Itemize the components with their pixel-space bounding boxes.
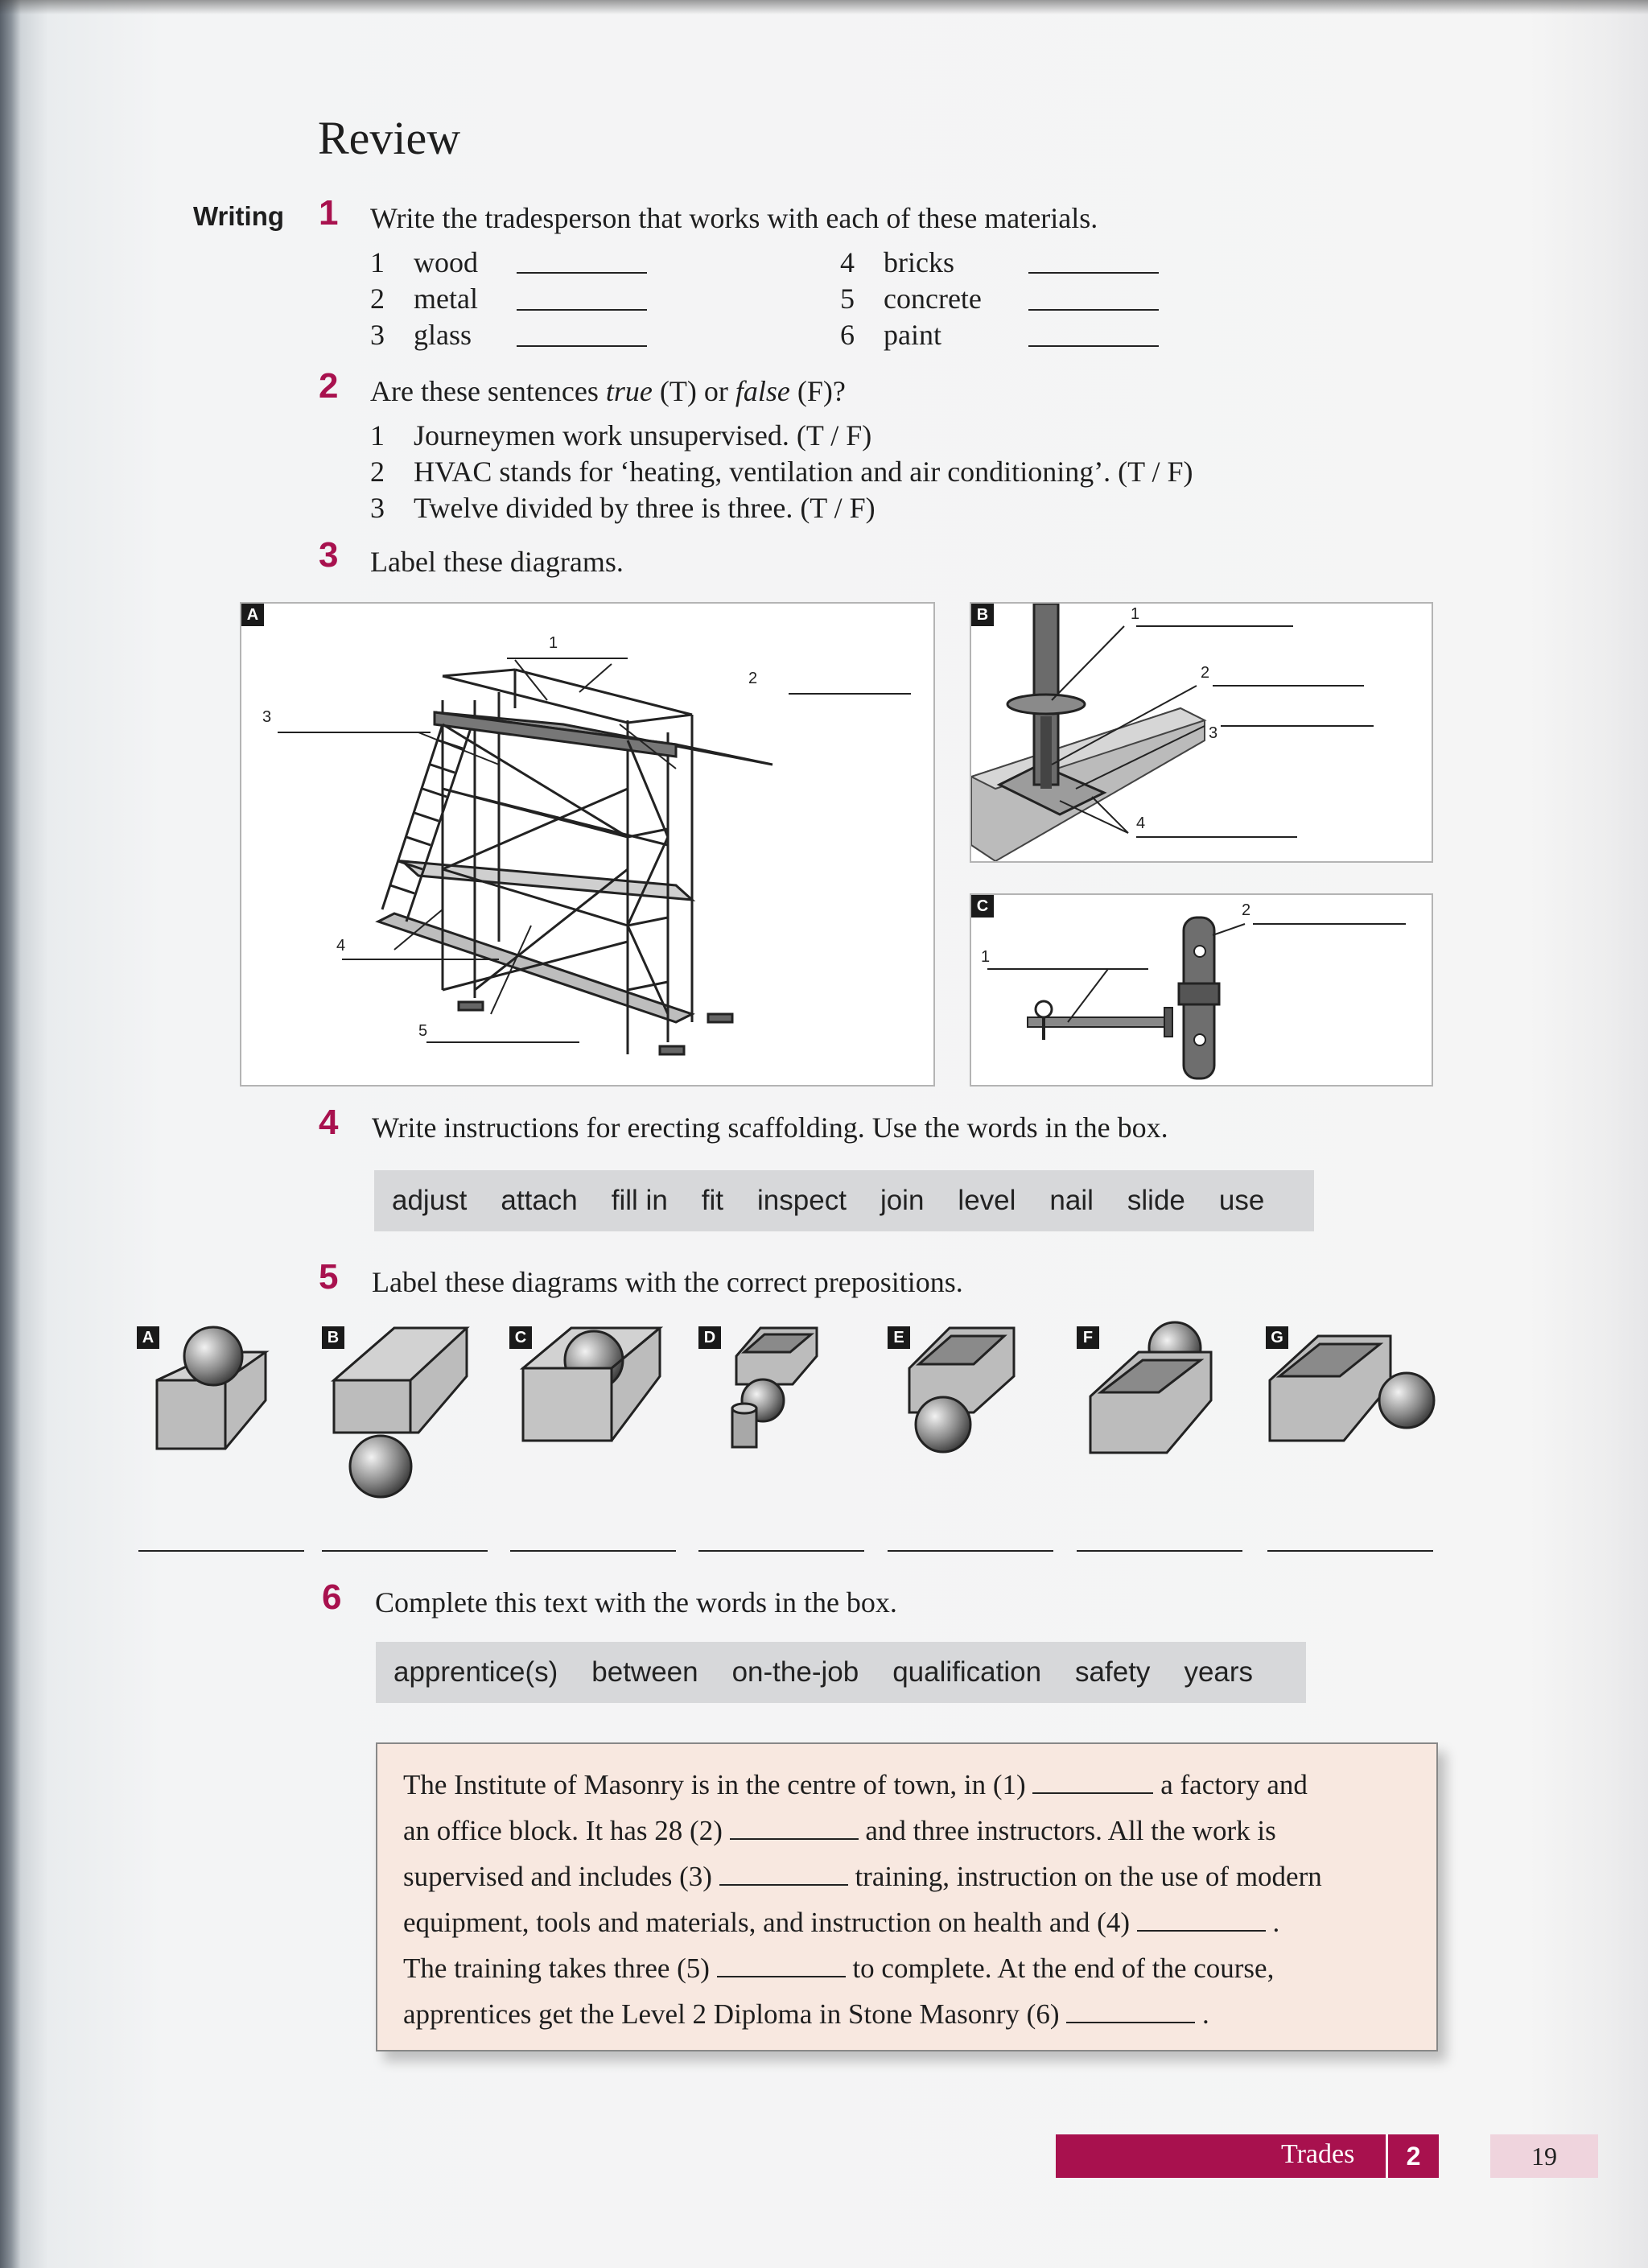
ex6-number: 6 [322,1577,342,1617]
diagram-label: 5 [418,1022,428,1040]
instruction-true: true [605,375,653,407]
ex4-instruction: Write instructions for erecting scaffolding. Use the words in the box. [372,1111,1168,1144]
diagram-tag: B [322,1326,344,1349]
ex3-instruction: Label these diagrams. [370,546,624,578]
instruction-part: Are these sentences [370,375,606,407]
gap-fill-text [376,1742,1438,2052]
item-number: 1 [370,419,385,452]
word-box-item: qualification [892,1656,1042,1688]
ex1-number: 1 [319,193,339,233]
answer-blank[interactable] [719,1884,848,1886]
item-number: 2 [370,282,385,315]
text-line [403,1899,1412,1945]
answer-blank[interactable] [888,1550,1053,1552]
diagram-label: 1 [981,948,991,966]
answer-blank[interactable] [1032,1792,1153,1794]
text-part: apprentices get the Level 2 Diploma in Stone Masonry (6) [403,1998,1067,2030]
item-text: Twelve divided by three is three. (T / F) [414,492,876,524]
diagram-label: 2 [748,670,758,687]
footer-unit-title: Trades [1281,2139,1355,2169]
footer-unit-number: 2 [1386,2134,1439,2178]
ex2-number: 2 [319,366,339,406]
item-text: HVAC stands for ‘heating, ventilation and air conditioning’. (T / F) [414,456,1193,488]
answer-blank[interactable] [517,309,647,311]
answer-blank[interactable] [1028,272,1159,274]
item-text: bricks [884,246,954,278]
base-jack-illustration [971,604,1432,861]
item-number: 4 [840,246,855,278]
answer-blank[interactable] [1028,309,1159,311]
answer-blank[interactable] [717,1976,846,1977]
item-number: 6 [840,319,855,351]
word-box-item: safety [1075,1656,1151,1688]
ex6-instruction: Complete this text with the words in the box. [375,1586,897,1619]
answer-blank[interactable] [138,1550,304,1552]
text-part: equipment, tools and materials, and instruction on health and (4) [403,1907,1137,1938]
instruction-part: (T) or [652,375,735,407]
text-line [403,1808,1412,1854]
answer-blank[interactable] [517,272,647,274]
ex6-word-box [376,1642,1306,1703]
diagram-tag: C [509,1326,532,1349]
diagram-panel-a [240,602,935,1087]
ex1-instruction: Write the tradesperson that works with each of these materials. [370,202,1098,234]
text-line [403,1854,1412,1899]
instruction-part: (F)? [789,375,846,407]
section-label: Writing [193,201,285,231]
text-line [403,1991,1412,2037]
word-box-item: use [1218,1185,1265,1216]
ex5-instruction: Label these diagrams with the correct prepositions. [372,1266,963,1298]
diagram-label: 2 [1201,664,1210,682]
item-number: 3 [370,319,385,351]
diagram-label: 1 [549,634,558,652]
text-part: a factory and [1153,1769,1308,1800]
ex1-item [370,318,472,352]
ex2-item [370,455,1193,489]
word-box-item: join [880,1185,925,1216]
word-box-item: years [1184,1656,1254,1688]
word-box-item: inspect [757,1185,847,1216]
page-title: Review [318,112,461,164]
ex3-number: 3 [319,535,339,575]
text-part: supervised and includes (3) [403,1861,719,1892]
ex2-item [370,491,876,525]
item-text: paint [884,319,941,351]
diagram-label: 3 [1209,724,1218,742]
text-line [403,1762,1412,1808]
word-box-item: nail [1049,1185,1094,1216]
coupling-pin-illustration [971,895,1432,1085]
ex1-item [840,318,941,352]
item-text: concrete [884,282,982,315]
diagram-tag: G [1266,1326,1288,1349]
diagram-tag: F [1077,1326,1099,1349]
item-number: 1 [370,246,385,278]
ex5-number: 5 [319,1257,339,1297]
diagram-label: 4 [336,937,346,955]
answer-blank[interactable] [322,1550,488,1552]
item-text: wood [414,246,478,278]
answer-blank[interactable] [730,1838,859,1840]
item-number: 3 [370,492,385,524]
answer-blank[interactable] [698,1550,864,1552]
answer-blank[interactable] [510,1550,676,1552]
instruction-false: false [735,375,790,407]
panel-tag: A [241,604,264,626]
scaffolding-illustration [241,604,933,1085]
prepositions-illustrations [137,1320,1440,1529]
answer-blank[interactable] [517,345,647,347]
diagram-label: 3 [262,708,272,726]
word-box-item: apprentice(s) [393,1656,558,1688]
text-part: . [1195,1998,1209,2030]
ex4-word-box [374,1170,1314,1231]
panel-tag: B [971,604,994,626]
diagram-label: 4 [1136,814,1146,832]
text-part: to complete. At the end of the course, [845,1953,1275,1984]
word-box-item: adjust [392,1185,468,1216]
word-box-item: fill in [611,1185,668,1216]
diagram-tag: D [698,1326,721,1349]
word-box-item: slide [1127,1185,1185,1216]
text-part: training, instruction on the use of modern [847,1861,1322,1892]
diagram-panel-c [970,893,1433,1087]
text-part: The training takes three (5) [403,1953,717,1984]
item-text: metal [414,282,478,315]
ex2-item [370,419,871,452]
item-text: Journeymen work unsupervised. (T / F) [414,419,872,452]
answer-blank[interactable] [1066,2022,1195,2023]
item-text: glass [414,319,472,351]
diagram-label: 1 [1131,605,1140,623]
answer-blank[interactable] [1137,1930,1266,1932]
answer-blank[interactable] [1028,345,1159,347]
word-box-item: level [958,1185,1016,1216]
text-part: . [1265,1907,1280,1938]
word-box-item: on-the-job [731,1656,859,1688]
word-box-item: attach [501,1185,578,1216]
panel-tag: C [971,895,994,918]
answer-blank[interactable] [1077,1550,1242,1552]
text-part: The Institute of Masonry is in the centre of town, in (1) [403,1769,1033,1800]
ex1-item [370,282,478,315]
ex1-item [370,245,478,279]
ex1-item [840,282,982,315]
diagram-panel-b [970,602,1433,863]
text-part: an office block. It has 28 (2) [403,1815,730,1846]
ex2-instruction [370,374,846,408]
text-line [403,1945,1412,1991]
diagram-label: 2 [1242,901,1251,919]
diagram-tag: E [888,1326,910,1349]
footer-bar [1056,2134,1439,2178]
item-number: 2 [370,456,385,488]
page-number: 19 [1490,2134,1598,2178]
text-part: and three instructors. All the work is [858,1815,1276,1846]
word-box-item: fit [701,1185,724,1216]
answer-blank[interactable] [1267,1550,1433,1552]
page-shadow-top [0,0,1648,14]
item-number: 5 [840,282,855,315]
diagram-tag: A [137,1326,159,1349]
ex4-number: 4 [319,1103,339,1142]
ex1-item [840,245,954,279]
word-box-item: between [591,1656,698,1688]
